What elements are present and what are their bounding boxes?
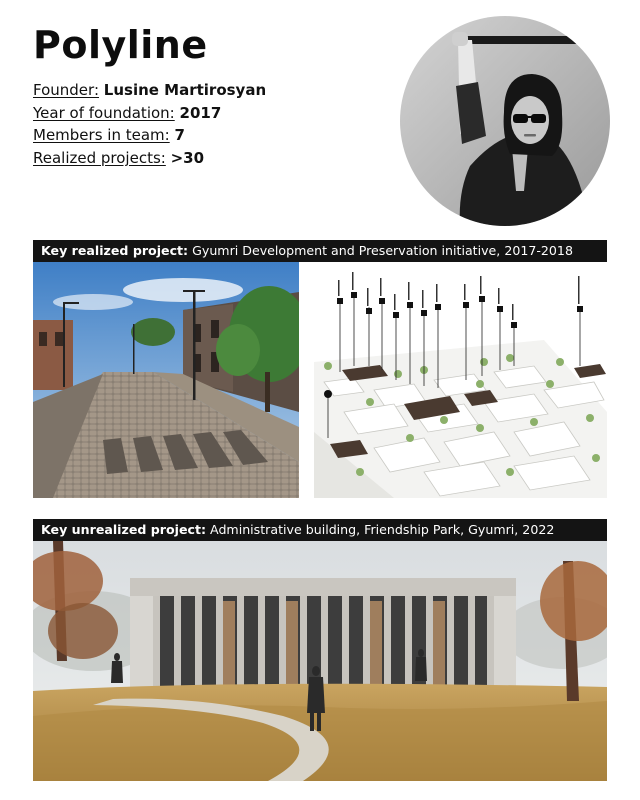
street-photo [33, 262, 299, 498]
caption-label: Key unrealized project: [41, 522, 207, 537]
masterplan-diagram [314, 262, 607, 498]
fact-label: Members in team: [33, 126, 170, 145]
fact-label: Founder: [33, 81, 99, 99]
fact-members [33, 124, 266, 147]
caption-text: Administrative building, Friendship Park, Gyumri, 2022 [210, 522, 555, 537]
fact-founder [33, 79, 266, 102]
fact-label: Year of foundation: [33, 103, 175, 122]
fact-value: Lusine Martirosyan [103, 81, 267, 99]
fact-year [33, 102, 266, 125]
fact-value: 7 [174, 126, 185, 145]
fact-projects [33, 147, 266, 170]
realized-project-caption [33, 240, 607, 262]
unrealized-project-caption [33, 519, 607, 541]
founder-portrait [400, 16, 610, 226]
fact-label: Realized projects: [33, 148, 166, 167]
caption-text: Gyumri Development and Preservation initiative, 2017-2018 [192, 243, 573, 258]
fact-value: 2017 [179, 103, 222, 122]
page-title: Polyline [33, 23, 208, 67]
fact-value: >30 [170, 148, 205, 167]
facts-list [33, 79, 266, 169]
building-render [33, 541, 607, 781]
caption-label: Key realized project: [41, 243, 189, 258]
